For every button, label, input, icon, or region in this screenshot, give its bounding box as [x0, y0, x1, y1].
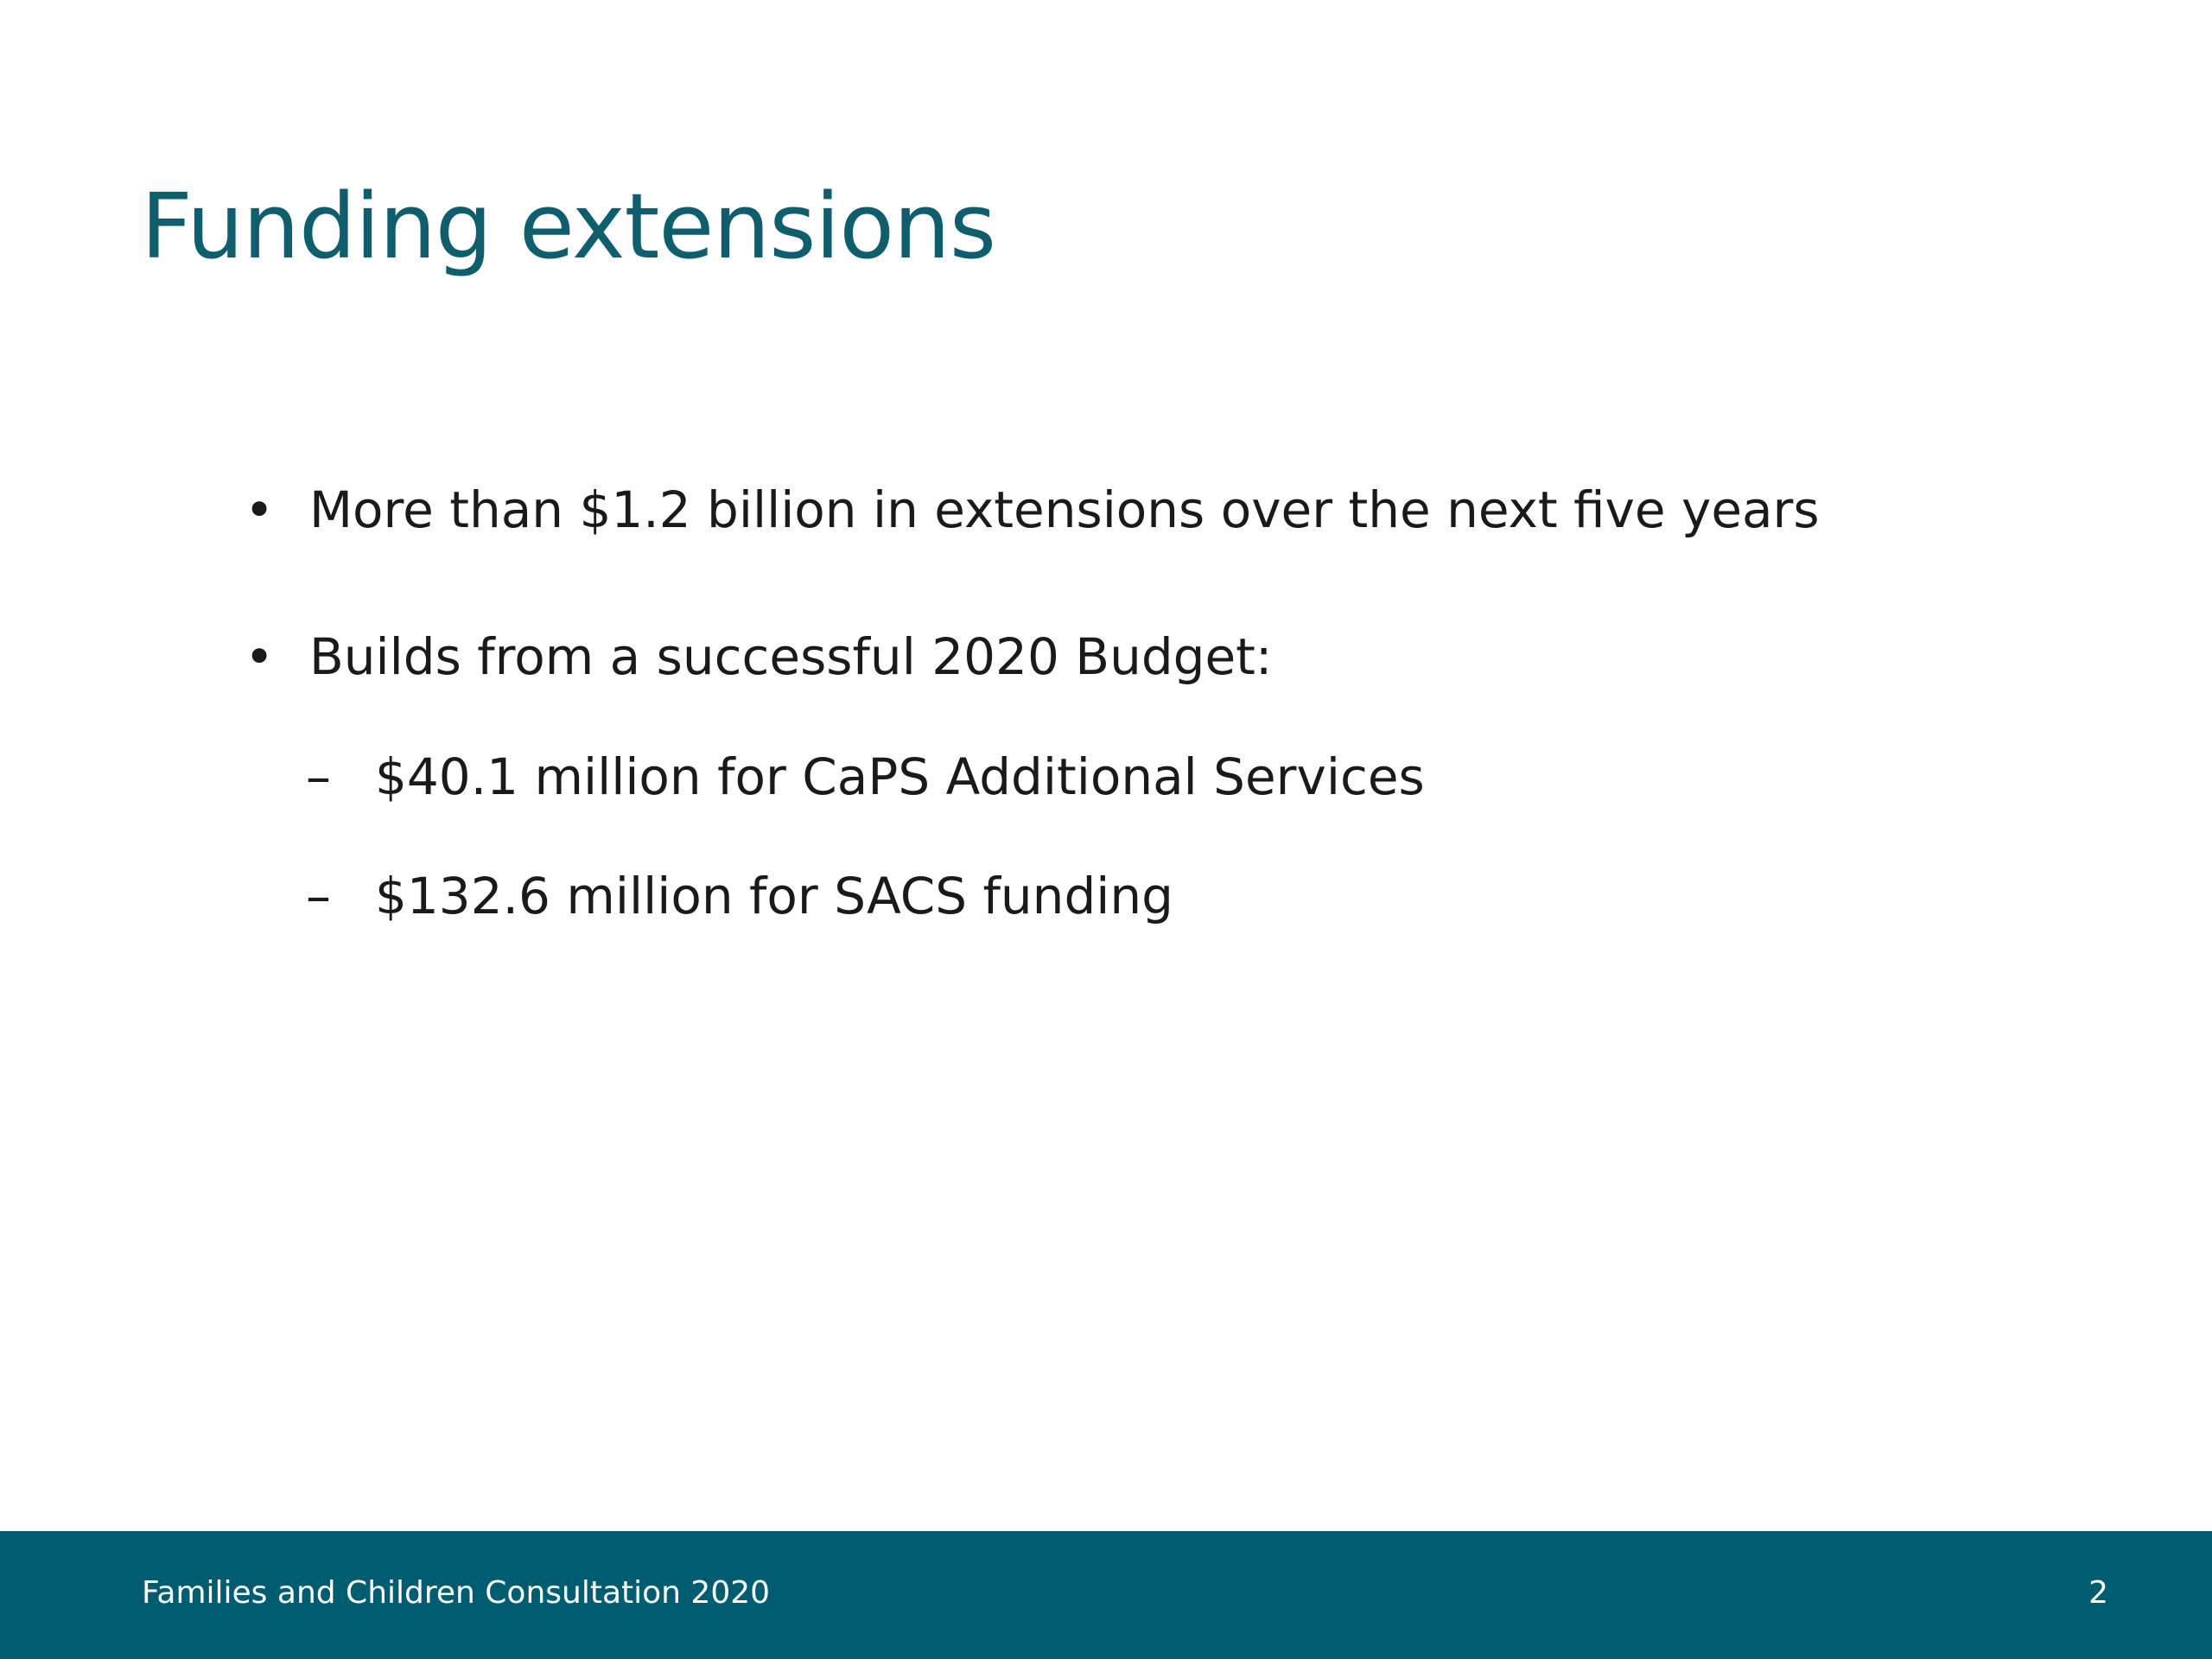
footer-text: Families and Children Consultation 2020 — [142, 1575, 771, 1611]
dash-marker: – — [306, 867, 331, 925]
bullet-item — [245, 626, 1273, 687]
dash-marker: – — [306, 747, 331, 806]
slide-title: Funding extensions — [141, 174, 996, 279]
bullet-marker: • — [245, 627, 275, 686]
sub-bullet-item — [306, 747, 1425, 807]
bullet-marker: • — [245, 480, 275, 539]
sub-bullet-item — [306, 866, 1173, 926]
bullet-text: Builds from a successful 2020 Budget: — [309, 627, 1273, 686]
bullet-text: More than $1.2 billion in extensions over the next five years — [309, 480, 1820, 539]
footer-bar — [0, 1531, 2212, 1659]
sub-bullet-text: $40.1 million for CaPS Additional Services — [375, 747, 1425, 806]
sub-bullet-text: $132.6 million for SACS funding — [375, 867, 1173, 925]
page-number: 2 — [2088, 1575, 2108, 1611]
bullet-item — [245, 480, 1820, 540]
